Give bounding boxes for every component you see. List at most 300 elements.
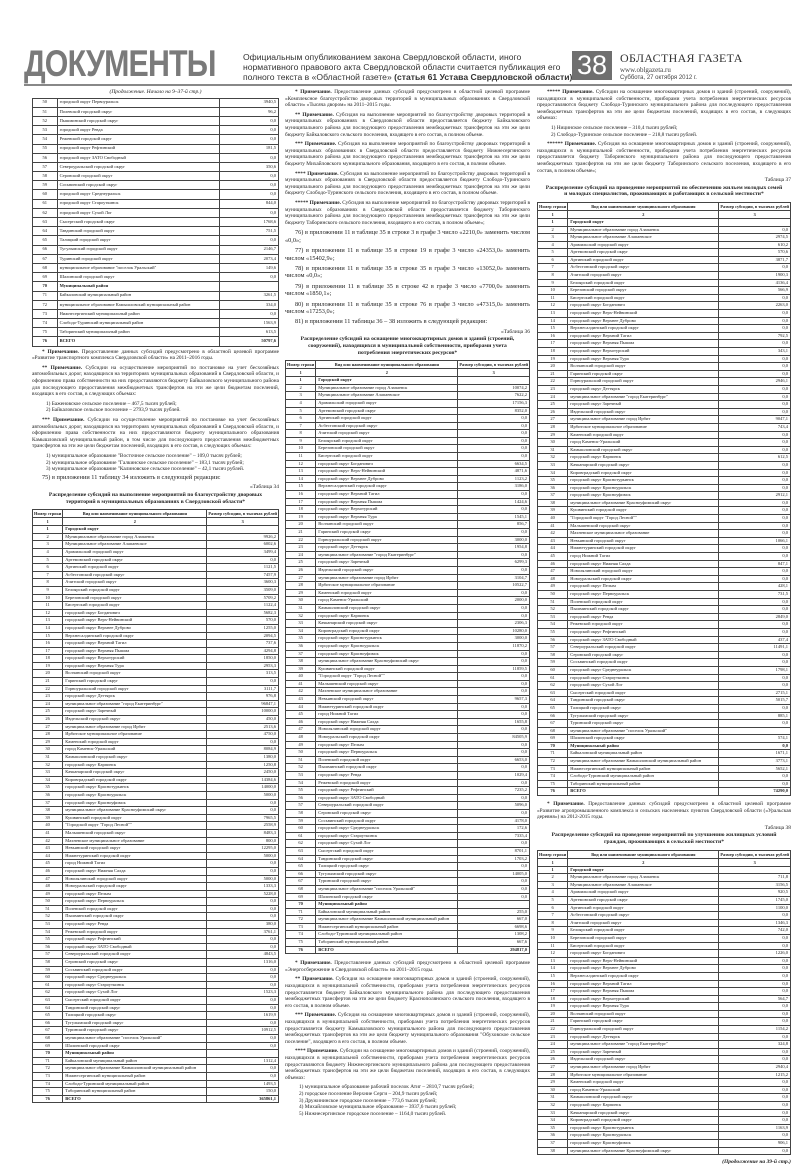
- table-row: [33, 602, 279, 610]
- subsidy-amount: 5096,0: [458, 802, 530, 810]
- municipality-name: городской округ Верхнее Дуброво: [568, 965, 719, 973]
- table-row: [33, 845, 279, 853]
- subsidy-amount: 2558,9: [207, 822, 279, 830]
- subsidy-amount: 3509,0: [207, 586, 279, 594]
- table-row: [286, 468, 530, 476]
- row-number: 28: [538, 423, 568, 431]
- municipality-name: городской округ Верхний Тагил: [568, 332, 719, 340]
- row-number: 29: [286, 589, 316, 597]
- row-number: 23: [286, 544, 316, 552]
- row-number: 51: [538, 598, 568, 606]
- municipality-name: город Каменск-Уральский: [568, 1086, 719, 1094]
- table-row: [538, 393, 791, 401]
- municipality-name: Малышевский городской округ: [63, 829, 207, 837]
- subsidy-amount: 0,0: [719, 355, 791, 363]
- municipality-name: городской округ Рефтинский: [568, 628, 719, 636]
- subsidy-amount: 0,0: [719, 598, 791, 606]
- table-row: [33, 738, 279, 746]
- subsidy-amount: 4750,0: [207, 731, 279, 739]
- note: [285, 89, 530, 109]
- table-37: [537, 202, 791, 796]
- table-row: [33, 746, 279, 754]
- table-row: [538, 957, 791, 965]
- table-row: [33, 769, 279, 777]
- municipality-name: Качканарский городской округ: [568, 1109, 719, 1117]
- table-row: [286, 779, 530, 787]
- subsidy-amount: 0,0: [458, 604, 530, 612]
- subsidy-amount: 1250,8: [207, 761, 279, 769]
- table-row: [286, 893, 530, 901]
- table-label: Таблица 38: [764, 824, 791, 831]
- row-number: 20: [538, 363, 568, 371]
- municipality-name: городской округ Красноуральск: [316, 642, 458, 650]
- row-number: 53: [286, 772, 316, 780]
- subsidy-amount: 3000,0: [458, 635, 530, 643]
- subsidy-amount: 0,0: [719, 1003, 791, 1011]
- row-number: 1: [33, 526, 63, 534]
- row-number: 67: [286, 878, 316, 886]
- municipality-name: Таборинский муниципальный район: [57, 328, 219, 337]
- row-number: 21: [33, 678, 63, 686]
- subsidy-amount: [458, 377, 530, 385]
- municipality-name: муниципальное образование Камышловский муниципальный район: [63, 1065, 207, 1073]
- table-row: [538, 727, 791, 735]
- row-number: 54: [33, 135, 58, 144]
- municipality-name: ВСЕГО: [63, 1095, 207, 1103]
- table-row: [538, 348, 791, 356]
- note-text: Субсидия на оснащение многоквартирных домов и зданий (строений, сооружений), находящихся в муниципальной собственности, приборами учета потребления энергетических ресурсов предоставляется бюджету Камышловского муниципального района для последующего предоставления межбюджетных трансфертов на эти же цели бюджету муниципального образования "Обуховское сельское поселение", входящего в его состав, в полном объеме.: [285, 1012, 530, 1045]
- row-number: 76: [33, 1095, 63, 1103]
- municipality-name: Ирбитское муниципальное образование: [63, 731, 207, 739]
- subsidy-amount: 0,0: [719, 370, 791, 378]
- row-number: 3: [538, 234, 568, 242]
- municipality-name: Североуральский городской округ: [568, 644, 719, 652]
- table-row: [33, 731, 279, 739]
- row-number: 25: [33, 708, 63, 716]
- municipality-name: Кировградский городской округ: [316, 627, 458, 635]
- table-title: Распределение субсидий на выполнение мероприятий по благоустройству дворовых территорий в муниципальных образованиях в Свердловской области*: [48, 492, 263, 505]
- municipality-name: Муниципальный район: [568, 742, 719, 750]
- row-number: 65: [538, 704, 568, 712]
- table-row: [286, 620, 530, 628]
- row-number: 67: [33, 1027, 63, 1035]
- subsidy-amount: 3000,0: [458, 536, 530, 544]
- row-number: 23: [538, 385, 568, 393]
- table-row: [538, 1041, 791, 1049]
- municipality-name: Муниципальное образование город Алапаевск: [316, 384, 458, 392]
- allocation-list: [285, 1084, 530, 1117]
- table-row: [33, 1065, 279, 1073]
- row-number: 51: [33, 107, 58, 116]
- row-number: 27: [286, 574, 316, 582]
- table-row: [538, 560, 791, 568]
- municipality-name: Ачитский городской округ: [568, 272, 719, 280]
- subsidy-amount: 0,0: [207, 1004, 279, 1012]
- subsidy-amount: 5682,3: [207, 609, 279, 617]
- table-row: [33, 966, 279, 974]
- table-row: [538, 469, 791, 477]
- list-item: 2) Слободо-Туринское сельское поселение – 218,8 тысяч рублей.: [551, 131, 698, 138]
- table-row: [286, 453, 530, 461]
- row-number: 60: [538, 666, 568, 674]
- table-row: [33, 860, 279, 868]
- row-number: 56: [33, 153, 58, 162]
- table-row: [538, 1117, 791, 1125]
- subsidy-amount: 792,5: [719, 332, 791, 340]
- row-number: 11: [538, 942, 568, 950]
- table-row: [538, 340, 791, 348]
- municipality-name: Ирбитское муниципальное образование: [568, 1071, 719, 1079]
- row-number: 56: [538, 636, 568, 644]
- table-row: [538, 927, 791, 935]
- row-number: 33: [538, 461, 568, 469]
- row-number: 18: [538, 995, 568, 1003]
- row-number: 22: [286, 536, 316, 544]
- municipality-name: Муниципальное образование Алапаевское: [568, 881, 719, 889]
- table-row: [538, 866, 791, 874]
- subsidy-amount: 1850,0: [207, 655, 279, 663]
- subsidy-amount: 3111,7: [207, 685, 279, 693]
- data-table: [537, 850, 791, 1156]
- subsidy-amount: 0,0: [458, 529, 530, 537]
- row-number: 16: [538, 980, 568, 988]
- table-row: [33, 905, 279, 913]
- allocation-list: [32, 453, 279, 473]
- table-row: [538, 1048, 791, 1056]
- municipality-name: Бисертский городской округ: [316, 453, 458, 461]
- municipality-name: городской округ Богданович: [63, 609, 207, 617]
- table-row: [286, 384, 530, 392]
- table-row: [33, 227, 279, 236]
- subsidy-amount: 0,0: [458, 741, 530, 749]
- table-row: [286, 741, 530, 749]
- municipality-name: Сосьвинский городской округ: [568, 659, 719, 667]
- website-link[interactable]: www.oblgazeta.ru: [620, 66, 671, 74]
- subsidy-amount: 181,5: [219, 144, 278, 153]
- table-row: [33, 1072, 279, 1080]
- row-number: 74: [538, 773, 568, 781]
- row-number: 25: [538, 1048, 568, 1056]
- note: [285, 141, 530, 167]
- table-row: [33, 1057, 279, 1065]
- subsidy-amount: 0,0: [458, 779, 530, 787]
- subsidy-amount: 0,0: [719, 912, 791, 920]
- row-number: 73: [33, 309, 58, 318]
- table-row: [286, 642, 530, 650]
- note: [285, 976, 530, 1009]
- subsidy-amount: 0,0: [719, 780, 791, 788]
- municipality-name: городской округ Пелым: [63, 890, 207, 898]
- row-number: 53: [33, 921, 63, 929]
- table-row: [538, 606, 791, 614]
- table-row: [33, 609, 279, 617]
- subsidy-amount: [719, 218, 791, 226]
- row-number: 13: [286, 468, 316, 476]
- subsidy-amount: 0,0: [219, 116, 278, 125]
- municipality-name: Новоуральский городской округ: [63, 883, 207, 891]
- row-number: 19: [538, 1003, 568, 1011]
- table-row: [538, 439, 791, 447]
- table-row: [538, 537, 791, 545]
- amendment: 76) в приложении 11 в таблице 35 в строке 3 в графе 3 число «2210,0» заменить числом «0,0»;: [285, 229, 530, 244]
- notes: [285, 89, 530, 226]
- subsidy-amount: 0,0: [719, 522, 791, 530]
- subsidy-amount: 1745,0: [719, 896, 791, 904]
- table-row: [33, 218, 279, 227]
- table-row: [538, 1139, 791, 1147]
- table-row: [286, 658, 530, 666]
- row-number: 58: [33, 172, 58, 181]
- row-number: 38: [538, 1147, 568, 1155]
- row-number: 40: [286, 673, 316, 681]
- row-number: 54: [286, 779, 316, 787]
- row-number: 61: [538, 674, 568, 682]
- subsidy-amount: 3186,0: [458, 483, 530, 491]
- table-row: [538, 431, 791, 439]
- row-number: 31: [538, 1094, 568, 1102]
- row-number: 2: [286, 384, 316, 392]
- table-row: [286, 916, 530, 924]
- municipality-name: муниципальное образование Красноуфимский округ: [568, 1147, 719, 1155]
- subsidy-amount: 8352,0: [458, 407, 530, 415]
- subsidy-amount: 0,0: [458, 453, 530, 461]
- municipality-name: Муниципальное образование Алапаевское: [63, 541, 207, 549]
- row-number: 9: [538, 279, 568, 287]
- municipality-name: Горноуральский городской округ: [568, 378, 719, 386]
- subsidy-amount: 0,0: [719, 957, 791, 965]
- municipality-name: Туринский городской округ: [57, 254, 219, 263]
- table-38: [537, 850, 791, 1156]
- municipality-name: городской округ Среднеуральск: [63, 974, 207, 982]
- row-number: 66: [286, 870, 316, 878]
- publication-notice: [243, 52, 573, 82]
- row-number: 42: [286, 688, 316, 696]
- table-row: [538, 773, 791, 781]
- subsidy-amount: 0,0: [458, 840, 530, 848]
- table-row: [286, 696, 530, 704]
- row-number: 2: [33, 533, 63, 541]
- list-item: 1) Ницинское сельское поселение – 310,4 тысяч рублей;: [551, 124, 678, 131]
- table-row: [286, 840, 530, 848]
- municipality-name: городской округ Пелым: [316, 741, 458, 749]
- table-row: [286, 513, 530, 521]
- row-number: 71: [33, 1057, 63, 1065]
- subsidy-amount: 0,0: [458, 893, 530, 901]
- table-row: [286, 825, 530, 833]
- subsidy-amount: 6634,5: [458, 460, 530, 468]
- municipality-name: муниципальное образование город Ирбит: [568, 416, 719, 424]
- row-number: 36: [538, 1132, 568, 1140]
- municipality-name: Артемовский городской округ: [568, 249, 719, 257]
- table-row: [33, 1004, 279, 1012]
- table-row: [286, 772, 530, 780]
- table-row: [33, 890, 279, 898]
- row-number: 55: [286, 787, 316, 795]
- table-row: [33, 708, 279, 716]
- subsidy-amount: 0,0: [719, 477, 791, 485]
- municipality-name: Артинский городской округ: [316, 415, 458, 423]
- municipality-name: ВСЕГО: [568, 788, 719, 796]
- subsidy-amount: 3104,7: [458, 574, 530, 582]
- table-row: [286, 939, 530, 947]
- row-number: 62: [286, 840, 316, 848]
- row-number: 21: [286, 529, 316, 537]
- table-row: [538, 912, 791, 920]
- municipality-name: Верхнесалдинский городской округ: [63, 632, 207, 640]
- note: [285, 112, 530, 138]
- row-number: 68: [538, 727, 568, 735]
- data-table: [537, 202, 791, 796]
- subsidy-amount: [207, 1050, 279, 1058]
- table-row: [33, 541, 279, 549]
- table-row: [538, 988, 791, 996]
- row-number: 8: [538, 272, 568, 280]
- table-row: [538, 545, 791, 553]
- municipality-name: Туринский городской округ: [316, 878, 458, 886]
- column-number: 3: [458, 369, 530, 377]
- subsidy-amount: 0,0: [458, 422, 530, 430]
- municipality-name: Байкаловский муниципальный район: [568, 750, 719, 758]
- municipality-name: городской округ Карпинск: [568, 1102, 719, 1110]
- municipality-name: Новоуральский городской округ: [316, 734, 458, 742]
- subsidy-amount: 8701,1: [458, 847, 530, 855]
- row-number: 28: [33, 731, 63, 739]
- table-row: [33, 153, 279, 162]
- municipality-name: городской округ Заречный: [63, 708, 207, 716]
- subsidy-amount: 96847,1: [207, 700, 279, 708]
- subsidy-amount: 0,0: [719, 988, 791, 996]
- row-number: 10: [538, 287, 568, 295]
- subsidy-amount: 0,0: [458, 612, 530, 620]
- table-row: [33, 898, 279, 906]
- row-number: 64: [33, 227, 58, 236]
- list-item: 2) муниципальное образование "Галкинское сельское поселение" – 183,1 тысяч рублей;: [46, 459, 244, 466]
- municipality-name: городской округ Верх-Нейвинский: [316, 468, 458, 476]
- column-header-num: Номер строки: [539, 851, 567, 857]
- row-number: 38: [33, 807, 63, 815]
- column-number-row: [286, 369, 530, 377]
- municipality-name: Слободо-Туринский муниципальный район: [568, 773, 719, 781]
- subsidy-amount: 0,0: [719, 393, 791, 401]
- row-number: 26: [286, 566, 316, 574]
- municipality-name: городской округ Верхотурский: [568, 348, 719, 356]
- subsidy-amount: 0,0: [719, 439, 791, 447]
- municipality-name: Волчанский городской округ: [316, 521, 458, 529]
- subsidy-amount: 3761,1: [207, 928, 279, 936]
- subsidy-amount: 4294,8: [207, 647, 279, 655]
- table-row: [33, 647, 279, 655]
- municipality-name: муниципальное образование "поселок Уральский": [568, 727, 719, 735]
- municipality-name: Новолялинский городской округ: [568, 568, 719, 576]
- row-number: 45: [33, 860, 63, 868]
- table-row: [538, 249, 791, 257]
- column-header-name: Вид или наименование муниципального образования: [568, 202, 719, 210]
- note: * Примечание. Предоставление данных субсидий предусмотрено в областной целевой программе «Развитие транспортного комплекса Свердловской области» на 2011–2016 годы.: [32, 348, 279, 362]
- row-number: 15: [538, 972, 568, 980]
- municipality-name: городской округ Верхняя Тура: [63, 662, 207, 670]
- table-row: [538, 712, 791, 720]
- row-number: 37: [538, 1139, 568, 1147]
- municipality-name: Кушвинский городской округ: [63, 814, 207, 822]
- table-row: [538, 401, 791, 409]
- subsidy-amount: 906,1: [719, 1139, 791, 1147]
- municipality-name: городской округ Рефтинский: [63, 936, 207, 944]
- municipality-name: Муниципальный район: [63, 1050, 207, 1058]
- table-row: [538, 325, 791, 333]
- row-number: 63: [33, 997, 63, 1005]
- table-row: [33, 981, 279, 989]
- row-number: 57: [538, 644, 568, 652]
- municipality-name: муниципальное образование Камышловский муниципальный район: [57, 300, 219, 309]
- subsidy-amount: 0,0: [719, 530, 791, 538]
- table-row: [538, 613, 791, 621]
- row-number: 21: [538, 1018, 568, 1026]
- municipality-name: ВСЕГО: [57, 337, 219, 346]
- subsidy-amount: [219, 282, 278, 291]
- subsidy-amount: 6002,6: [207, 541, 279, 549]
- column-number-row: [33, 518, 279, 526]
- row-number: 70: [33, 1050, 63, 1058]
- table-row: [33, 837, 279, 845]
- table-row: [286, 756, 530, 764]
- row-number: 47: [33, 875, 63, 883]
- table-row: [538, 492, 791, 500]
- subsidy-amount: 7235,2: [458, 787, 530, 795]
- table-row: [538, 758, 791, 766]
- subsidy-amount: 2715,1: [719, 689, 791, 697]
- table-row: [33, 655, 279, 663]
- table-row: [538, 317, 791, 325]
- subsidy-amount: 14384,6: [207, 776, 279, 784]
- column-header-name: Вид или наименование муниципального образования: [63, 510, 207, 518]
- subsidy-amount: 0,0: [719, 1086, 791, 1094]
- municipality-name: Нижнесергинский муниципальный район: [568, 765, 719, 773]
- row-number: 27: [538, 416, 568, 424]
- table-row: [286, 627, 530, 635]
- row-number: 31: [33, 754, 63, 762]
- subsidy-amount: 856,7: [458, 521, 530, 529]
- table-row: [538, 942, 791, 950]
- municipality-name: Нижнетуринский городской округ: [568, 545, 719, 553]
- subsidy-amount: 1380,0: [207, 754, 279, 762]
- municipality-name: Качканарский городской округ: [568, 461, 719, 469]
- municipality-name: городской округ Среднеуральск: [57, 190, 219, 199]
- subsidy-amount: 0,0: [458, 764, 530, 772]
- subsidy-amount: 12295,0: [207, 845, 279, 853]
- row-number: 13: [33, 617, 63, 625]
- subsidy-amount: 17156,3: [458, 399, 530, 407]
- municipality-name: городской округ Верхотурский: [568, 995, 719, 1003]
- subsidy-amount: 0,0: [719, 568, 791, 576]
- municipality-name: Серовский городской округ: [568, 651, 719, 659]
- row-number: 25: [538, 401, 568, 409]
- municipality-name: городской округ Верх-Нейвинский: [568, 310, 719, 318]
- subsidy-amount: 0,0: [719, 1018, 791, 1026]
- subsidy-amount: 570,0: [207, 617, 279, 625]
- municipality-name: Тавдинский городской округ: [316, 855, 458, 863]
- subsidy-amount: 0,0: [207, 1042, 279, 1050]
- table-row: [538, 1033, 791, 1041]
- municipality-name: муниципальное образование город Ирбит: [316, 574, 458, 582]
- subsidy-amount: 570,6: [719, 249, 791, 257]
- table-row: [286, 415, 530, 423]
- row-number: 46: [286, 718, 316, 726]
- row-number: 36: [538, 484, 568, 492]
- subsidy-amount: 5228,0: [207, 890, 279, 898]
- subsidy-amount: 0,0: [719, 431, 791, 439]
- municipality-name: Нижнесергинский муниципальный район: [316, 923, 458, 931]
- municipality-name: городской округ Верх-Нейвинский: [63, 617, 207, 625]
